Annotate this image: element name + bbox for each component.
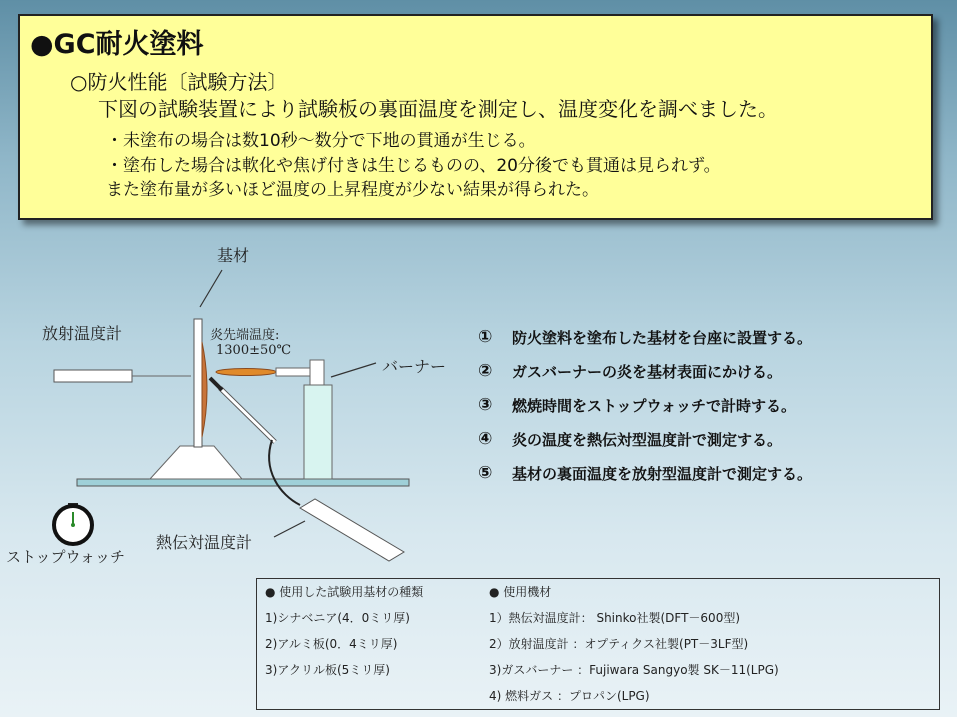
equipment-item: 3)ガスバーナー ：Fujiwara Sangyo製 SK－11(LPG) xyxy=(489,663,779,677)
section-subtitle: ○防火性能〔試験方法〕 xyxy=(70,70,288,94)
bullet-coated: ・塗布した場合は軟化や焦げ付きは生じるものの、20分後でも貫通は見られず。 xyxy=(106,156,721,176)
stopwatch-icon xyxy=(54,503,92,544)
label-stopwatch: ストップウォッチ xyxy=(6,548,125,566)
equipment-item: 1）熱伝対温度計： Shinko社製(DFT－600型) xyxy=(489,611,741,625)
material-item: 2)アルミ板(0．4ミリ厚) xyxy=(265,637,398,651)
thermocouple-meter xyxy=(300,499,404,561)
burner-head xyxy=(310,360,324,385)
thermocouple-probe-tip xyxy=(210,378,222,390)
burner-cylinder xyxy=(304,385,332,479)
base-platform xyxy=(77,479,409,486)
procedure-step xyxy=(478,388,812,422)
equipment-item: 2）放射温度計 ：オプティクス社製(PT－3LF型) xyxy=(489,637,749,651)
step-text: 炎の温度を熱伝対型温度計で測定する。 xyxy=(512,430,783,449)
page-title: ●GC耐火塗料 xyxy=(30,29,204,60)
equipment-header: ● 使用機材 xyxy=(489,585,552,599)
materials-column xyxy=(265,585,423,689)
thermocouple-pointer xyxy=(274,521,305,537)
material-item: 3)アクリル板(5ミリ厚) xyxy=(265,663,390,677)
step-number: ③ xyxy=(478,395,493,415)
burner-pointer xyxy=(331,363,376,377)
flame xyxy=(216,369,276,376)
procedure-steps xyxy=(478,320,812,490)
step-text: 燃焼時間をストップウォッチで計時する。 xyxy=(512,396,796,415)
equipment-item: 4) 燃料ガス ：プロパン(LPG) xyxy=(489,689,650,703)
radiation-thermometer xyxy=(54,370,132,382)
thermocouple-cable xyxy=(269,440,300,505)
label-flame-tip-temp: 炎先端温度: xyxy=(210,328,280,343)
step-number: ⑤ xyxy=(478,463,493,483)
bullet-uncoated: ・未塗布の場合は数10秒～数分で下地の貫通が生じる。 xyxy=(106,131,536,151)
base-material-pointer xyxy=(200,270,222,307)
info-box xyxy=(256,578,940,710)
intro-text: 下図の試験装置により試験板の裏面温度を測定し、温度変化を調べました。 xyxy=(98,97,778,121)
material-item: 1)シナベニア(4．0ミリ厚) xyxy=(265,611,410,625)
step-number: ④ xyxy=(478,429,493,449)
label-flame-tip-value: 1300±50℃ xyxy=(216,343,292,358)
label-radiation-thermometer: 放射温度計 xyxy=(42,324,123,343)
procedure-step xyxy=(478,320,812,354)
step-text: 防火塗料を塗布した基材を台座に設置する。 xyxy=(512,328,813,347)
equipment-column xyxy=(489,585,779,715)
step-number: ② xyxy=(478,361,493,381)
base-material-plate xyxy=(194,319,202,447)
label-burner: バーナー xyxy=(382,357,447,376)
label-thermocouple: 熱伝対温度計 xyxy=(156,533,253,552)
procedure-step xyxy=(478,354,812,388)
coating-layer xyxy=(202,342,207,437)
materials-header: ● 使用した試験用基材の種類 xyxy=(265,585,424,599)
step-text: 基材の裏面温度を放射型温度計で測定する。 xyxy=(512,464,813,483)
step-text: ガスバーナーの炎を基材表面にかける。 xyxy=(512,362,783,381)
label-base-material: 基材 xyxy=(217,246,250,265)
specimen-stand xyxy=(150,446,242,479)
step-number: ① xyxy=(478,327,493,347)
bullet-coating-amount: また塗布量が多いほど温度の上昇程度が少ない結果が得られた。 xyxy=(106,180,599,200)
procedure-step xyxy=(478,456,812,490)
procedure-step xyxy=(478,422,812,456)
